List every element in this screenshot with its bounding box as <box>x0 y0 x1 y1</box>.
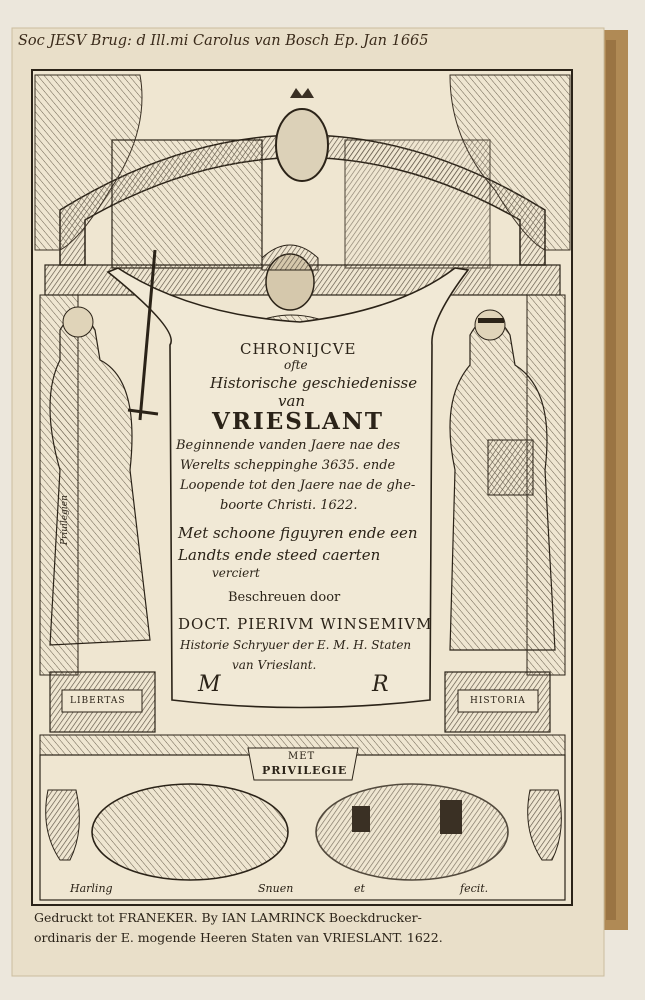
beschreuen-door: Beschreuen door <box>228 590 341 605</box>
author-place: van Vrieslant. <box>232 658 317 672</box>
scene-left <box>112 140 262 268</box>
ownership-inscription: Soc JESV Brug: d Ill.mi Carolus van Bosch Ep. Jan 1665 <box>18 33 429 49</box>
label-libertas: LIBERTAS <box>70 696 126 706</box>
signature-et: et <box>354 882 365 895</box>
desc-line-3: Loopende tot den Jaere nae de ghe- <box>180 478 416 493</box>
scene-right <box>345 140 490 268</box>
author-role: Historie Schryuer der E. M. H. Staten <box>180 638 412 652</box>
signature-snuen: Snuen <box>258 882 294 895</box>
desc-line-1: Beginnende vanden Jaere nae des <box>176 438 401 453</box>
author-name: DOCT. PIERIVM WINSEMIVM <box>178 615 433 633</box>
title-vrieslant: VRIESLANT <box>212 408 385 435</box>
figs-line-1: Met schoone figuyren ende een <box>178 524 418 542</box>
figs-line-2: Landts ende steed caerten <box>178 546 381 564</box>
vignette-battle <box>92 784 288 880</box>
title-historische: Historische geschiedenisse <box>210 374 418 392</box>
vignette-town <box>316 784 508 880</box>
title-van: van <box>278 392 306 410</box>
title-ofte: ofte <box>284 358 308 372</box>
initial-right: R <box>372 672 389 697</box>
coat-of-arms <box>276 109 328 181</box>
desc-line-4: boorte Christi. 1622. <box>220 498 358 513</box>
imprint-line-1: Gedruckt tot FRANEKER. By IAN LAMRINCK Boeckdrucker- <box>34 910 422 925</box>
privilege-met: MET <box>288 751 316 762</box>
signature-harling: Harling <box>70 882 113 895</box>
figs-line-3: verciert <box>212 566 260 580</box>
label-priuilegien: Priuilegien <box>60 495 70 545</box>
imprint-line-2: ordinaris der E. mogende Heeren Staten van VRIESLANT. 1622. <box>34 930 443 945</box>
initial-left: M <box>198 672 221 697</box>
signature-fecit: fecit. <box>460 882 489 895</box>
desc-line-2: Werelts scheppinghe 3635. ende <box>180 458 396 473</box>
title-chronijcve: CHRONIJCVE <box>240 340 357 358</box>
label-historia: HISTORIA <box>470 696 526 706</box>
book-held <box>488 440 533 495</box>
privilege-privilegie: PRIVILEGIE <box>262 764 348 777</box>
